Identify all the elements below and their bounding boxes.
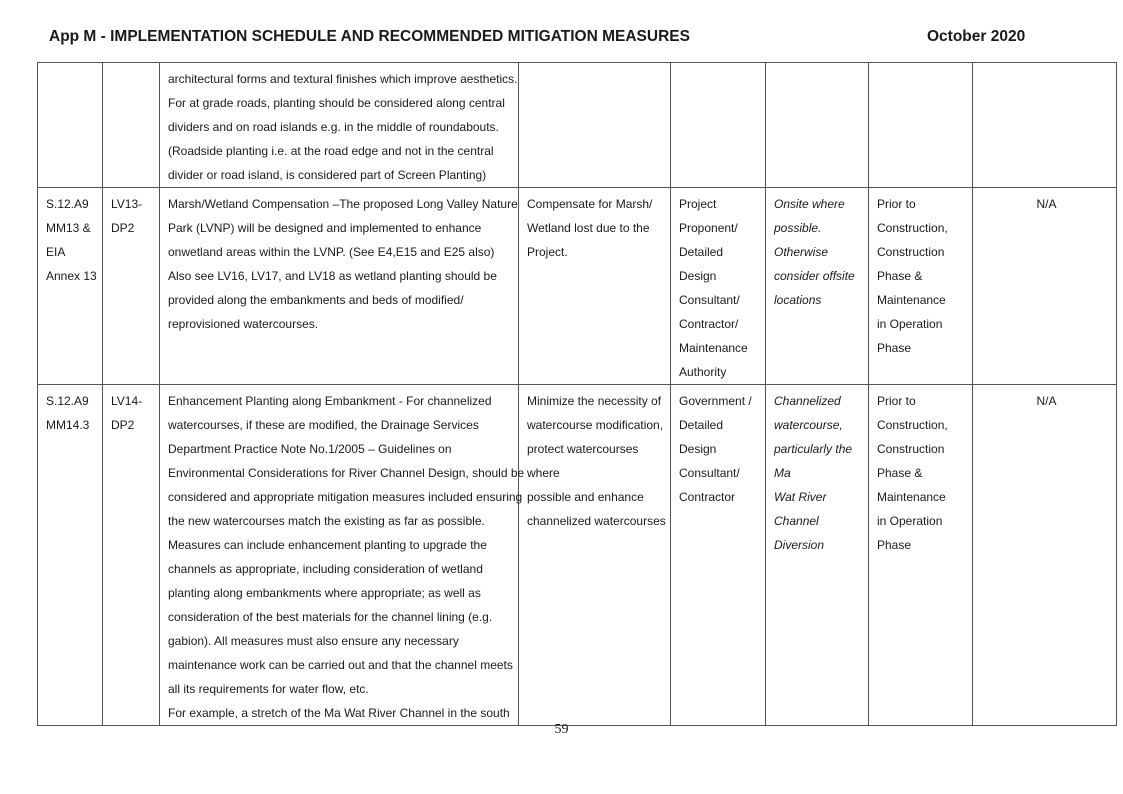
cell-text-line: N/A (1036, 197, 1057, 211)
table-row (38, 188, 1117, 385)
mitigation-measure-cell (160, 188, 519, 385)
implementation-agent-cell (671, 63, 766, 188)
cell-text-line: (Roadside planting i.e. at the road edge and not in the central (168, 144, 494, 158)
cell-text-line: protect watercourses (527, 442, 639, 456)
cell-text-line: provided along the embankments and beds of modified/ (168, 293, 464, 307)
requirements-cell (973, 188, 1117, 385)
cell-text-line: N/A (1036, 394, 1057, 408)
cell-text-line: For example, a stretch of the Ma Wat River Channel in the south (168, 706, 510, 720)
ep-reference-cell (103, 188, 160, 385)
cell-text-line: Marsh/Wetland Compensation –The proposed Long Valley Nature (168, 197, 518, 211)
cell-text-line: Construction, (877, 221, 948, 235)
cell-text-line: reprovisioned watercourses. (168, 317, 319, 331)
cell-text-line: architectural forms and textural finishes which improve aesthetics. (168, 72, 518, 86)
cell-text-line: considered and appropriate mitigation measures included ensuring (168, 490, 523, 504)
cell-text-line: Minimize the necessity of (527, 394, 662, 408)
cell-text-line: Maintenance (877, 293, 946, 307)
cell-text-line: Construction (877, 442, 945, 456)
cell-text-line: dividers and on road islands e.g. in the middle of roundabouts. (168, 120, 499, 134)
cell-text-line: Contractor/ (679, 317, 739, 331)
cell-text-line: EIA (46, 245, 66, 259)
mitigation-measure-cell (160, 385, 525, 726)
cell-text-line: Enhancement Planting along Embankment - For channelized (168, 394, 492, 408)
cell-text-line: Measures can include enhancement planting to upgrade the (168, 538, 487, 552)
cell-text-line: planting along embankments where appropriate; as well as (168, 586, 481, 600)
page-header-title: App M - IMPLEMENTATION SCHEDULE AND RECOMMENDED MITIGATION MEASURES (49, 28, 690, 45)
cell-text-line: Otherwise (774, 245, 829, 259)
cell-text-line: Prior to (877, 197, 916, 211)
objectives-cell (519, 385, 671, 726)
eia-reference-cell (38, 385, 103, 726)
cell-text-line: Wat River (774, 490, 827, 504)
cell-text-line: all its requirements for water flow, etc. (168, 682, 369, 696)
cell-text-line: possible. (774, 221, 822, 235)
cell-text-line: divider or road island, is considered part of Screen Planting) (168, 168, 487, 182)
cell-text-line: locations (774, 293, 822, 307)
requirements-cell (973, 385, 1117, 726)
location-cell (766, 385, 869, 726)
ep-reference-cell (103, 385, 160, 726)
cell-text-line: Wetland lost due to the (527, 221, 650, 235)
eia-reference-cell (38, 63, 103, 188)
mitigation-measure-cell (160, 63, 519, 188)
cell-text-line: Construction (877, 245, 945, 259)
cell-text-line: Diversion (774, 538, 825, 552)
cell-text-line: DP2 (111, 418, 135, 432)
cell-text-line: Maintenance (679, 341, 748, 355)
cell-text-line: maintenance work can be carried out and that the channel meets (168, 658, 513, 672)
cell-text-line: Phase & (877, 466, 923, 480)
cell-text-line: S.12.A9 (46, 197, 89, 211)
page-number: 59 (554, 722, 569, 737)
table-row (38, 385, 1117, 726)
cell-text-line: MM13 & (46, 221, 91, 235)
cell-text-line: Authority (679, 365, 727, 379)
cell-text-line: Prior to (877, 394, 916, 408)
cell-text-line: Contractor (679, 490, 736, 504)
cell-text-line: Annex 13 (46, 269, 97, 283)
cell-text-line: MM14.3 (46, 418, 90, 432)
cell-text-line: in Operation (877, 514, 943, 528)
cell-text-line: Phase (877, 538, 912, 552)
cell-text-line: where (527, 466, 560, 480)
cell-text-line: Phase (877, 341, 912, 355)
cell-text-line: Project. (527, 245, 568, 259)
cell-text-line: Detailed (679, 418, 724, 432)
cell-text-line: Park (LVNP) will be designed and implemented to enhance (168, 221, 482, 235)
cell-text-line: Department Practice Note No.1/2005 – Guidelines on (168, 442, 452, 456)
cell-text-line: Detailed (679, 245, 724, 259)
cell-text-line: Channel (774, 514, 819, 528)
eia-reference-cell (38, 188, 103, 385)
cell-text-line: Onsite where (774, 197, 845, 211)
cell-text-line: Compensate for Marsh/ (527, 197, 653, 211)
cell-text-line: Maintenance (877, 490, 946, 504)
implementation-agent-cell (671, 188, 766, 385)
cell-text-line: watercourses, if these are modified, the Drainage Services (168, 418, 479, 432)
cell-text-line: Consultant/ (679, 466, 740, 480)
cell-text-line: For at grade roads, planting should be considered along central (168, 96, 505, 110)
cell-text-line: Design (679, 269, 717, 283)
implementation-agent-cell (671, 385, 766, 726)
requirements-cell (973, 63, 1117, 188)
cell-text-line: consideration of the best materials for the channel lining (e.g. (168, 610, 493, 624)
page-header-date: October 2020 (927, 28, 1026, 45)
implementation-stage-cell (869, 188, 973, 385)
cell-text-line: watercourse, (774, 418, 843, 432)
objectives-cell (519, 188, 671, 385)
objectives-cell (519, 63, 671, 188)
location-cell (766, 188, 869, 385)
cell-text-line: the new watercourses match the existing as far as possible. (168, 514, 485, 528)
cell-text-line: Proponent/ (679, 221, 738, 235)
cell-text-line: Also see LV16, LV17, and LV18 as wetland planting should be (168, 269, 497, 283)
cell-text-line: LV13- (111, 197, 143, 211)
cell-text-line: particularly the (774, 442, 853, 456)
cell-text-line: Ma (774, 466, 791, 480)
cell-text-line: DP2 (111, 221, 135, 235)
cell-text-line: watercourse modification, (527, 418, 664, 432)
cell-text-line: channels as appropriate, including consideration of wetland (168, 562, 483, 576)
cell-text-line: consider offsite (774, 269, 855, 283)
implementation-schedule-table (37, 62, 1117, 726)
cell-text-line: LV14- (111, 394, 143, 408)
location-cell (766, 63, 869, 188)
cell-text-line: gabion). All measures must also ensure any necessary (168, 634, 459, 648)
cell-text-line: Design (679, 442, 717, 456)
table-row (38, 63, 1117, 188)
cell-text-line: Phase & (877, 269, 923, 283)
ep-reference-cell (103, 63, 160, 188)
cell-text-line: Project (679, 197, 717, 211)
cell-text-line: Channelized (774, 394, 841, 408)
cell-text-line: Environmental Considerations for River Channel Design, should be (168, 466, 525, 480)
implementation-stage-cell (869, 63, 973, 188)
cell-text-line: onwetland areas within the LVNP. (See E4,E15 and E25 also) (168, 245, 495, 259)
cell-text-line: Consultant/ (679, 293, 740, 307)
cell-text-line: possible and enhance (527, 490, 644, 504)
cell-text-line: channelized watercourses (527, 514, 666, 528)
cell-text-line: Government / (679, 394, 752, 408)
cell-text-line: S.12.A9 (46, 394, 89, 408)
cell-text-line: Construction, (877, 418, 948, 432)
implementation-stage-cell (869, 385, 973, 726)
cell-text-line: in Operation (877, 317, 943, 331)
